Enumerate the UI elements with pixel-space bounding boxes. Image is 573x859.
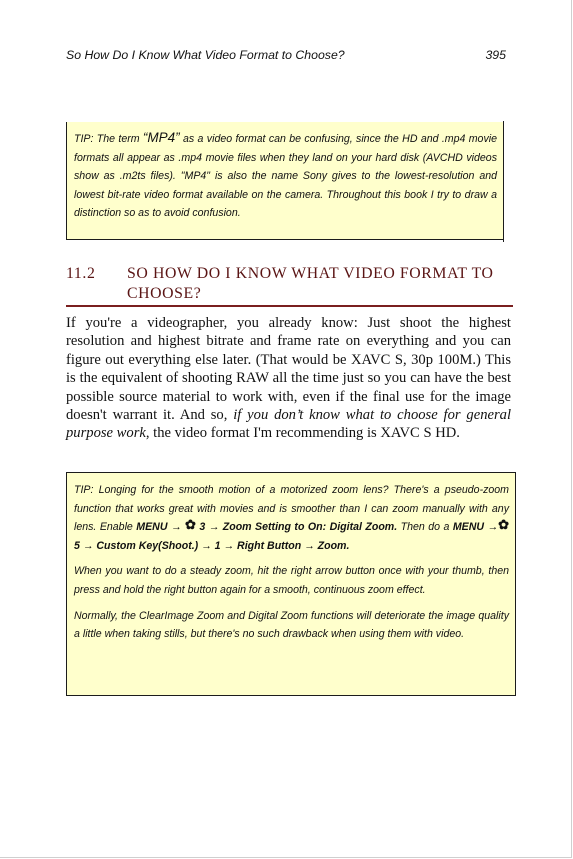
gear-icon: ✿ <box>498 517 509 533</box>
body-text-b: , the video format I'm recommending is XAVC S HD. <box>145 425 460 442</box>
tip-zoom-p3: Normally, the ClearImage Zoom and Digital Zoom functions will deteriorate the image quality a little when taking stills, but there's no such drawback when using them with video. <box>74 609 509 641</box>
tip-mp4-text <box>74 129 497 223</box>
tip-zoom-p2: When you want to do a steady zoom, hit the right arrow button once with your thumb, then press and hold the right button again for a smooth, continuous zoom effect. <box>74 565 509 596</box>
tip-label: TIP: <box>74 484 94 496</box>
menu-label-1: MENU <box>136 521 168 534</box>
body-text-a: If you're a videographer, you already know: Just shoot the highest resolution and highest bitrate and frame rate on everything and you can figure out everything else later. (That would be XAVC S, 30p 100M.) This is the equivalent of shooting RAW all the time just so you can have the best possible source material to work with, even if the final use for the image doesn't warrant it. And so, <box>66 315 511 424</box>
tip-mp4-term: “MP4” <box>142 130 180 145</box>
page-number: 395 <box>485 48 506 62</box>
heading-rule <box>66 305 513 307</box>
arrow-icon: → <box>170 521 182 534</box>
tip-zoom-text-c: Then do a <box>397 521 453 534</box>
body-paragraph <box>66 314 511 443</box>
tip-zoom-path-2: 5 → Custom Key(Shoot.) → 1 → Right Button → Zoom. <box>74 539 350 552</box>
tip-zoom-p1 <box>74 481 509 555</box>
menu-label-2: MENU <box>452 521 485 534</box>
tip-zoom-text-a: Longing for the smooth motion of a motorized zoom lens? There's a pseudo-zoom function that works great with movies and is smoother than I can zoom manually with any lens. Enable <box>74 484 509 534</box>
section-title: SO HOW DO I KNOW WHAT VIDEO FORMAT TO CHOOSE? <box>127 265 494 302</box>
tip-mp4-text-a: The term <box>93 133 143 145</box>
tip-box-zoom <box>66 472 516 696</box>
header-title: So How Do I Know What Video Format to Choose? <box>66 48 345 62</box>
section-number: 11.2 <box>66 265 96 282</box>
tip-label: TIP: <box>74 133 94 145</box>
running-header <box>66 48 506 64</box>
tip-zoom-path-1: 3 → Zoom Setting to On: Digital Zoom. <box>195 521 398 534</box>
arrow-icon: → <box>487 521 499 534</box>
tip-mp4-text-b: as a video format can be confusing, since the HD and .mp4 movie formats all appear as .mp4 movie files when they land on your hard disk (AVCHD videos show as .m2ts files). "MP4" is also the name Sony gives to the lowest-resolution and lowest bit-rate video format available on the camera. Throughout this book I try to draw a distinction so as to avoid confusion. <box>74 133 497 220</box>
tip-box-mp4 <box>66 122 503 240</box>
gear-icon: ✿ <box>185 517 196 533</box>
body-emphasis: if you don’t know what to choose for general purpose work <box>66 407 511 442</box>
